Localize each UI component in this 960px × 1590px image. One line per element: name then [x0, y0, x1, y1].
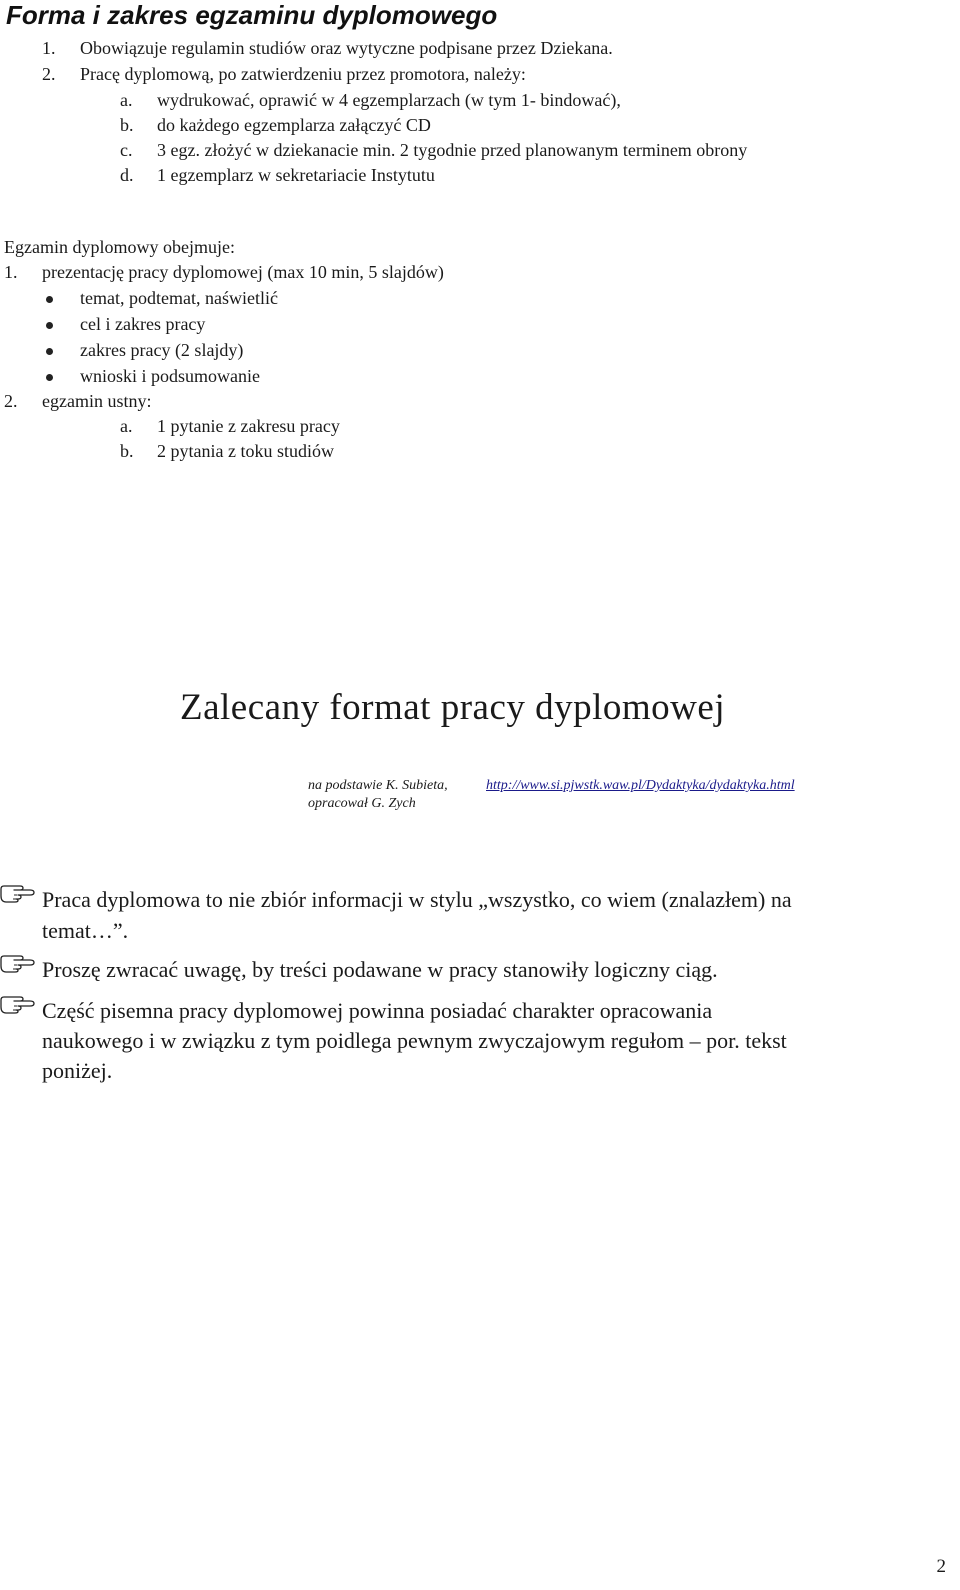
list-number: 1.: [42, 38, 56, 58]
bullet-item-text: temat, podtemat, naświetlić: [80, 288, 278, 308]
source-prefix: na podstawie K. Subieta,: [308, 778, 448, 793]
sublist-letter: a.: [120, 416, 133, 436]
note-text: Praca dyplomowa to nie zbiór informacji w stylu „wszystko, co wiem (znalazłem) na: [42, 887, 792, 912]
list-number: 2.: [42, 64, 56, 84]
sublist-letter: d.: [120, 165, 134, 185]
sublist-letter: b.: [120, 115, 134, 135]
sublist-letter: c.: [120, 140, 133, 160]
sublist-item-text: 2 pytania z toku studiów: [157, 441, 334, 461]
source-link[interactable]: http://www.si.pjwstk.waw.pl/Dydaktyka/dydaktyka.html: [486, 778, 795, 793]
list-number: 1.: [4, 262, 18, 282]
sublist-item-text: 1 pytanie z zakresu pracy: [157, 416, 340, 436]
bullet-dot-icon: [46, 374, 53, 381]
list-number: 2.: [4, 391, 18, 411]
sublist-letter: b.: [120, 441, 134, 461]
sublist-item-text: 1 egzemplarz w sekretariacie Instytutu: [157, 165, 435, 185]
list-item-text: Pracę dyplomową, po zatwierdzeniu przez promotora, należy:: [80, 64, 526, 84]
note-text: poniżej.: [42, 1058, 113, 1083]
page-number: 2: [936, 1556, 946, 1577]
note-text: naukowego i w związku z tym poidlega pewnym zwyczajowym regułom – por. tekst: [42, 1028, 787, 1053]
bullet-item-text: wnioski i podsumowanie: [80, 366, 260, 386]
sublist-item-text: 3 egz. złożyć w dziekanacie min. 2 tygodnie przed planowanym terminem obrony: [157, 140, 748, 160]
list-item-text: prezentację pracy dyplomowej (max 10 min, 5 slajdów): [42, 262, 444, 282]
note-text: Część pisemna pracy dyplomowej powinna posiadać charakter opracowania: [42, 998, 713, 1023]
author-line: opracował G. Zych: [308, 796, 416, 811]
exam-heading: Egzamin dyplomowy obejmuje:: [4, 237, 235, 257]
note-text: temat…”.: [42, 918, 129, 943]
format-title: Zalecany format pracy dyplomowej: [180, 687, 726, 728]
section-title: Forma i zakres egzaminu dyplomowego: [6, 0, 498, 30]
note-text: Proszę zwracać uwagę, by treści podawane w pracy stanowiły logiczny ciąg.: [42, 957, 718, 982]
sublist-item-text: do każdego egzemplarza załączyć CD: [157, 115, 431, 135]
sublist-letter: a.: [120, 90, 133, 110]
bullet-item-text: zakres pracy (2 slajdy): [80, 340, 244, 360]
pointing-hand-icon: [0, 951, 36, 973]
bullet-dot-icon: [46, 348, 53, 355]
list-item-text: Obowiązuje regulamin studiów oraz wytyczne podpisane przez Dziekana.: [80, 38, 613, 58]
list-item-text: egzamin ustny:: [42, 391, 152, 411]
pointing-hand-icon: [0, 881, 36, 903]
sublist-item-text: wydrukować, oprawić w 4 egzemplarzach (w tym 1- bindować),: [157, 90, 621, 110]
pointing-hand-icon: [0, 992, 36, 1014]
bullet-dot-icon: [46, 322, 53, 329]
bullet-dot-icon: [46, 296, 53, 303]
bullet-item-text: cel i zakres pracy: [80, 314, 206, 334]
